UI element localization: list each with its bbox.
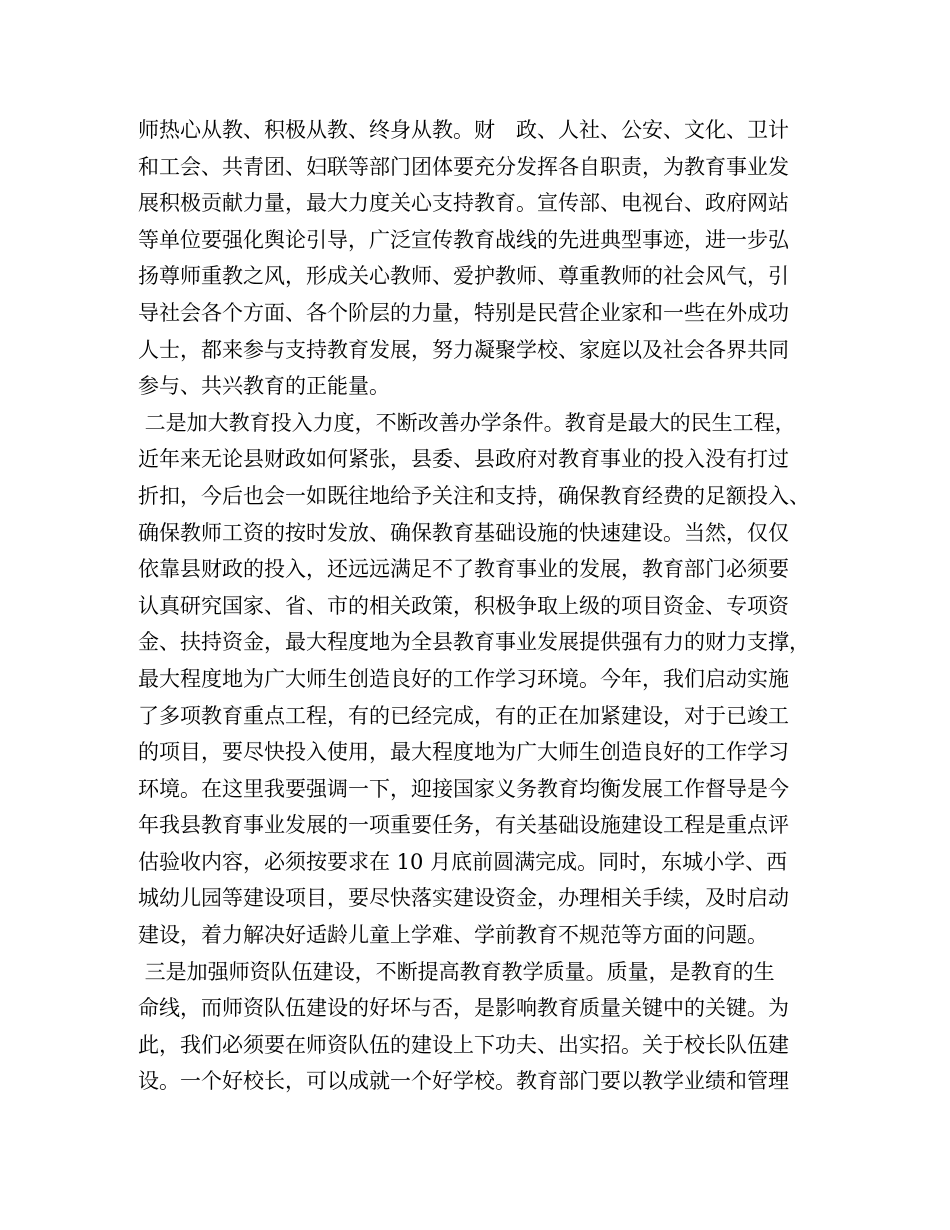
text-line: 认真研究国家、省、市的相关政策，积极争取上级的项目资金、专项资	[138, 593, 789, 618]
text-line: 此，我们必须要在师资队伍的建设上下功夫、出实招。关于校长队伍建	[138, 1032, 789, 1057]
text-line: 最大程度地为广大师生创造良好的工作学习环境。今年，我们启动实施	[138, 666, 789, 691]
text-line: 估验收内容，必须按要求在 10 月底前圆满完成。同时，东城小学、西	[138, 849, 788, 874]
text-line: 三是加强师资队伍建设，不断提高教育教学质量。质量，是教育的生	[138, 959, 775, 984]
text-line: 导社会各个方面、各个阶层的力量，特别是民营企业家和一些在外成功	[138, 300, 789, 325]
text-line: 确保教师工资的按时发放、确保教育基础设施的快速建设。当然，仅仅	[138, 520, 789, 545]
text-line: 参与、共兴教育的正能量。	[138, 374, 390, 399]
text-line: 二是加大教育投入力度，不断改善办学条件。教育是最大的民生工程，	[138, 410, 796, 435]
text-line: 和工会、共青团、妇联等部门团体要充分发挥各自职责，为教育事业发	[138, 154, 789, 179]
text-line: 折扣，今后也会一如既往地给予关注和支持，确保教育经费的足额投入、	[138, 483, 810, 508]
text-line: 人士，都来参与支持教育发展，努力凝聚学校、家庭以及社会各界共同	[138, 337, 789, 362]
text-line: 扬尊师重教之风，形成关心教师、爱护教师、尊重教师的社会风气，引	[138, 264, 789, 289]
text-line: 年我县教育事业发展的一项重要任务，有关基础设施建设工程是重点评	[138, 813, 789, 838]
text-line: 设。一个好校长，可以成就一个好学校。教育部门要以教学业绩和管理	[138, 1069, 789, 1094]
text-line: 命线，而师资队伍建设的好坏与否，是影响教育质量关键中的关键。为	[138, 996, 789, 1021]
body-text	[138, 112, 838, 1100]
text-line: 等单位要强化舆论引导，广泛宣传教育战线的先进典型事迹，进一步弘	[138, 227, 789, 252]
text-line: 近年来无论县财政如何紧张，县委、县政府对教育事业的投入没有打过	[138, 447, 789, 472]
text-line: 展积极贡献力量，最大力度关心支持教育。宣传部、电视台、政府网站	[138, 191, 789, 216]
text-line: 的项目，要尽快投入使用，最大程度地为广大师生创造良好的工作学习	[138, 740, 789, 765]
text-line: 了多项教育重点工程，有的已经完成，有的正在加紧建设，对于已竣工	[138, 703, 789, 728]
text-line: 环境。在这里我要强调一下，迎接国家义务教育均衡发展工作督导是今	[138, 776, 789, 801]
text-line: 师热心从教、积极从教、终身从教。财 政、人社、公安、文化、卫计	[138, 118, 789, 142]
text-line: 金、扶持资金，最大程度地为全县教育事业发展提供强有力的财力支撑，	[138, 630, 810, 655]
text-line: 依靠县财政的投入，还远远满足不了教育事业的发展，教育部门必须要	[138, 557, 789, 582]
text-line: 城幼儿园等建设项目，要尽快落实建设资金，办理相关手续，及时启动	[138, 886, 789, 911]
text-line: 建设，着力解决好适龄儿童上学难、学前教育不规范等方面的问题。	[138, 923, 768, 948]
